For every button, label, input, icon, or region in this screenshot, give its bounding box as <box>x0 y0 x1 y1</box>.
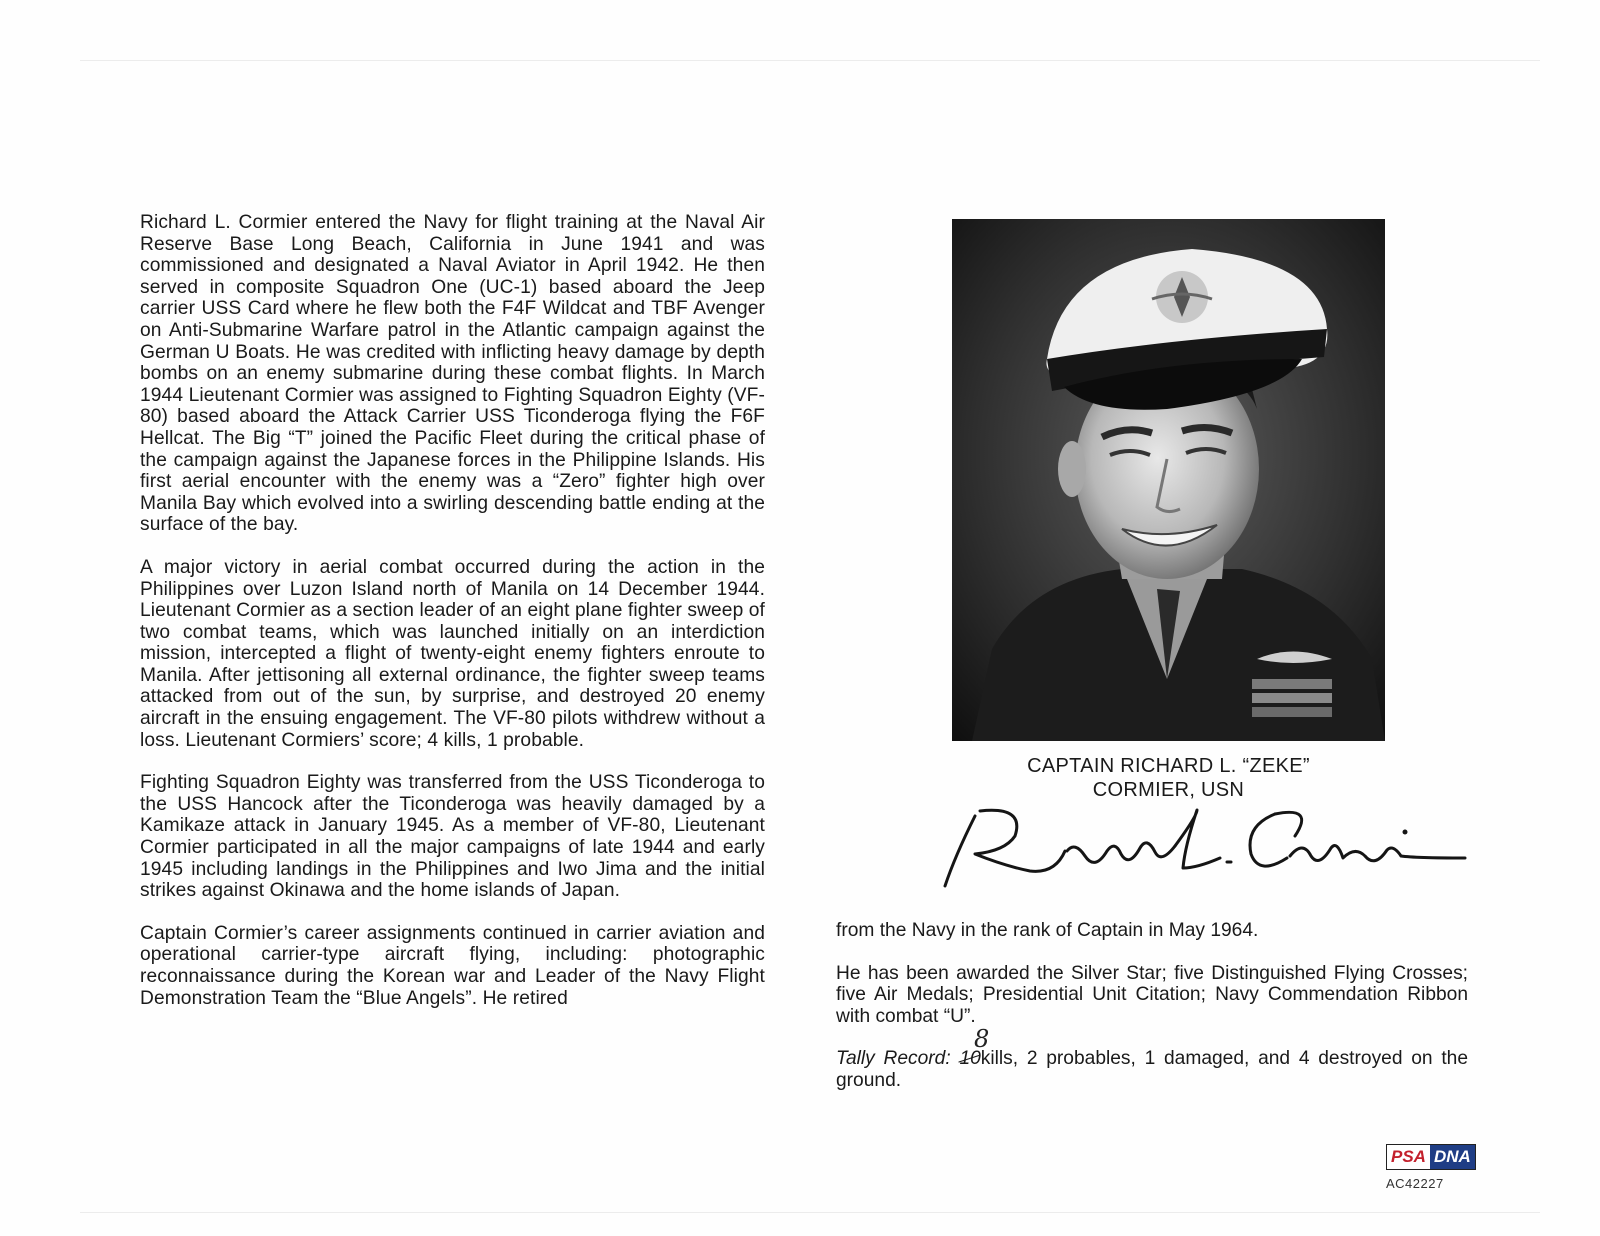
portrait-photo <box>952 219 1385 741</box>
signature <box>935 796 1475 896</box>
caption-line-2: CORMIER, USN <box>1092 779 1245 801</box>
portrait-caption <box>952 754 1385 802</box>
biography-paragraph-1: Richard L. Cormier entered the Navy for flight training at the Naval Air Reserve Base Long Beach, California in June 1941 and was commissioned and designated a Naval Aviator in April 1942. He then served in composite Squadron One (UC-1) based aboard the Jeep carrier USS Card where he flew both the F4F Wildcat and TBF Avenger on Anti-Submarine Warfare patrol in the Atlantic campaign against the German U Boats. He was credited with inflicting heavy damage by depth bombs on an enemy submarine during these combat flights. In March 1944 Lieutenant Cormier was assigned to Fighting Squadron Eighty (VF-80) based aboard the Attack Carrier USS Ticonderoga flying the F6F Hellcat. The Big “T” joined the Pacific Fleet during the critical phase of the campaign against the Japanese forces in the Philippine Islands. His first aerial encounter with the enemy was a “Zero” fighter high over Manila Bay which evolved into a swirling descending battle ending at the surface of the bay. <box>140 212 765 536</box>
tally-handwritten-correction: 8 <box>974 1025 990 1053</box>
portrait-photo-image <box>952 219 1385 741</box>
tally-record <box>836 1048 1468 1091</box>
page-edge-top <box>80 60 1540 61</box>
tally-rest: kills, 2 probables, 1 damaged, and 4 destroyed on the ground. <box>836 1048 1469 1091</box>
authentication-logo <box>1386 1144 1476 1170</box>
authentication-logo-left: PSA <box>1387 1145 1430 1169</box>
biography-paragraph-2: A major victory in aerial combat occurred during the action in the Philippines over Luzon Island north of Manila on 14 December 1944. Lieutenant Cormier as a section leader of an eight plane fighter sweep of two combat teams, which was launched initially on an interdiction mission, intercepted a flight of twenty-eight enemy fighters enroute to Manila. After jettisoning all external ordinance, the fighter sweep teams attacked from out of the sun, by surprise, and destroyed 20 enemy aircraft in the ensuing engagement. The VF-80 pilots withdrew without a loss. Lieutenant Cormiers’ score; 4 kills, 1 probable. <box>140 556 765 751</box>
biography-paragraph-3: Fighting Squadron Eighty was transferred from the USS Ticonderoga to the USS Hancock after the Ticonderoga was heavily damaged by a Kamikaze attack in January 1945. As a member of VF-80, Lieutenant Cormier participated in all the major campaigns of late 1944 and early 1945 including landings in the Philippines and Iwo Jima and the initial strikes against Okinawa and the home islands of Japan. <box>140 772 765 902</box>
retirement-text: from the Navy in the rank of Captain in May 1964. <box>836 920 1259 941</box>
awards-text: He has been awarded the Silver Star; five Distinguished Flying Crosses; five Air Medals; Presidential Unit Citation; Navy Commendation Ribbon with combat “U”. <box>836 962 1468 1027</box>
authentication-logo-right: DNA <box>1430 1145 1475 1169</box>
biography-paragraph-4: Captain Cormier’s career assignments continued in carrier aviation and operational carrier-type aircraft flying, including: photographic reconnaissance during the Korean war and Leader of the Navy Flight Demonstration Team the “Blue Angels”. He retired <box>140 922 765 1009</box>
continuation-column <box>836 920 1468 1113</box>
tally-struck-value: 10 <box>959 1048 981 1070</box>
caption-line-1: CAPTAIN RICHARD L. “ZEKE” <box>1027 755 1310 777</box>
authentication-code: AC42227 <box>1386 1176 1444 1191</box>
biography-column <box>140 212 765 1030</box>
page-edge-bottom <box>80 1212 1540 1213</box>
tally-label: Tally Record: <box>836 1048 951 1070</box>
